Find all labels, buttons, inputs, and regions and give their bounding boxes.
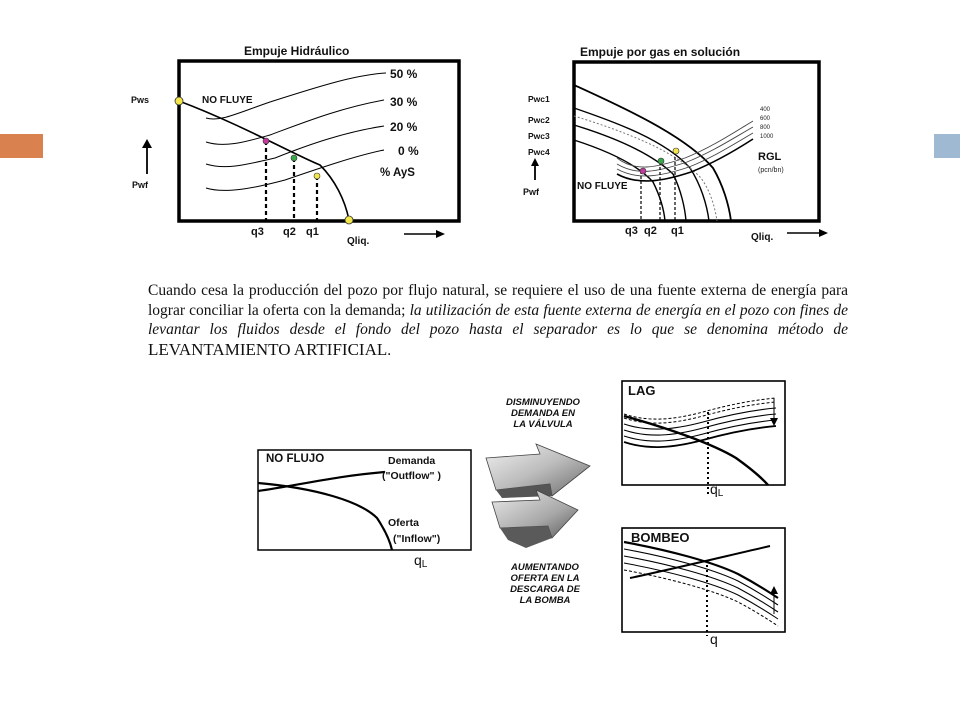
gas-lift-chart	[618, 378, 798, 498]
gas-ipr-curve-2	[574, 108, 709, 221]
no-flow-demand-curve	[258, 472, 385, 491]
gas-no-flow-label: NO FLUYE	[577, 181, 628, 192]
pump-title: BOMBEO	[631, 530, 690, 545]
gas-pwc1-label: Pwc1	[528, 94, 550, 104]
lag-outflow-dashed-1	[624, 398, 776, 419]
caption-top-line-2: DEMANDA EN	[510, 408, 576, 419]
hydraulic-curve-label-0: 0 %	[398, 144, 419, 158]
hydraulic-curve-label-ays: % AyS	[380, 167, 415, 179]
caption-bottom-line-4: LA BOMBA	[519, 595, 571, 606]
hydraulic-curve-label-50: 50 %	[390, 67, 418, 81]
no-flow-ql-label: qL	[414, 552, 428, 570]
gas-pwc3-label: Pwc3	[528, 131, 550, 141]
hydraulic-drive-chart	[120, 40, 480, 250]
hydraulic-no-flow-label: NO FLUYE	[202, 95, 253, 106]
hydraulic-op-point-q2	[291, 155, 297, 161]
hydraulic-qliq-label: Qliq.	[347, 236, 370, 247]
hydraulic-plot-frame	[179, 61, 459, 221]
gas-outflow-800	[617, 133, 753, 176]
caption-decreasing-demand	[488, 397, 598, 430]
gas-plot-frame	[574, 62, 819, 221]
slide-accent-left	[0, 134, 43, 158]
hydraulic-pwf-label: Pwf	[132, 180, 149, 190]
no-flow-chart	[255, 446, 480, 576]
lag-ipr-curve	[624, 416, 768, 485]
caption-top-line-3: LA VÁLVULA	[513, 419, 573, 430]
gas-rgl-value-1000: 1000	[760, 134, 774, 140]
paragraph-italic-text: la utilización de esta fuente externa de energía en el pozo con fines de levantar los fluidos desde el fondo del pozo hasta el separador es lo que se denomina método de	[148, 301, 848, 338]
caption-increasing-supply	[490, 562, 600, 606]
no-flow-demand-label: Demanda	[388, 455, 436, 467]
transition-arrows	[478, 440, 608, 555]
hydraulic-op-point-q1	[314, 173, 320, 179]
gas-op-point-q2	[658, 158, 664, 164]
gas-rgl-value-600: 600	[760, 116, 771, 122]
lag-title: LAG	[628, 383, 656, 398]
pump-q-label: q	[710, 631, 718, 647]
no-flow-title: NO FLUJO	[266, 453, 325, 465]
pump-demand-curve	[630, 546, 770, 578]
hydraulic-title: Empuje Hidráulico	[244, 44, 350, 58]
hydraulic-curve-label-30: 30 %	[390, 95, 418, 109]
gas-pwc2-label: Pwc2	[528, 115, 550, 125]
gas-q3-label: q3	[625, 225, 638, 237]
gas-x-arrowhead	[819, 229, 828, 237]
gas-q1-label: q1	[671, 225, 684, 237]
caption-bottom-line-3: DESCARGA DE	[510, 584, 580, 595]
hydraulic-q3-label: q3	[251, 226, 264, 238]
lag-ql-label: qL	[710, 481, 724, 499]
pump-up-arrowhead	[770, 586, 778, 594]
gas-op-point-q3	[640, 168, 646, 174]
slide-accent-right	[934, 134, 960, 158]
no-flow-supply-sub: ("Inflow")	[393, 533, 441, 545]
hydraulic-pws-point	[175, 97, 183, 105]
hydraulic-aof-point	[345, 216, 353, 224]
hydraulic-x-arrowhead	[436, 230, 445, 238]
gas-pwc4-label: Pwc4	[528, 147, 550, 157]
hydraulic-q2-label: q2	[283, 226, 296, 238]
paragraph-normal-text: Cuando cesa la producción del pozo por flujo natural, se requiere el uso de una fuente externa de energía para lograr conciliar la oferta con la demanda;	[148, 282, 848, 319]
paragraph-caps-text: LEVANTAMIENTO ARTIFICIAL	[148, 339, 388, 359]
hydraulic-y-arrowhead	[142, 139, 152, 148]
no-flow-supply-curve	[258, 483, 392, 550]
caption-top-line-1: DISMINUYENDO	[506, 397, 580, 408]
hydraulic-curve-label-20: 20 %	[390, 120, 418, 134]
gas-rgl-value-800: 800	[760, 125, 771, 131]
lag-down-arrowhead	[770, 418, 778, 426]
gas-rgl-label: RGL	[758, 151, 782, 163]
no-flow-supply-label: Oferta	[388, 517, 419, 529]
pump-chart	[618, 524, 798, 649]
gas-title: Empuje por gas en solución	[580, 45, 741, 59]
hydraulic-pws-label: Pws	[131, 95, 150, 105]
gas-drive-chart	[525, 40, 845, 250]
gas-op-point-q1	[673, 148, 679, 154]
hydraulic-op-point-q3	[263, 138, 269, 144]
gas-pwf-label: Pwf	[523, 187, 540, 197]
arrow-left-edge	[500, 526, 552, 548]
hydraulic-q1-label: q1	[306, 226, 319, 238]
gas-q2-label: q2	[644, 225, 657, 237]
caption-bottom-line-2: OFERTA EN LA	[510, 573, 580, 584]
hydraulic-outflow-30	[206, 100, 384, 144]
pump-ipr-2	[624, 549, 778, 605]
caption-bottom-line-1: AUMENTANDO	[511, 562, 579, 573]
lag-outflow-1	[624, 408, 776, 429]
gas-y-arrowhead	[531, 158, 539, 166]
gas-rgl-units: (pcn/bn)	[758, 167, 784, 174]
explanation-paragraph	[148, 281, 848, 360]
gas-qliq-label: Qliq.	[751, 232, 774, 243]
paragraph-end: .	[387, 341, 392, 359]
no-flow-demand-sub: ("Outflow" )	[382, 470, 441, 482]
gas-rgl-value-400: 400	[760, 107, 771, 113]
